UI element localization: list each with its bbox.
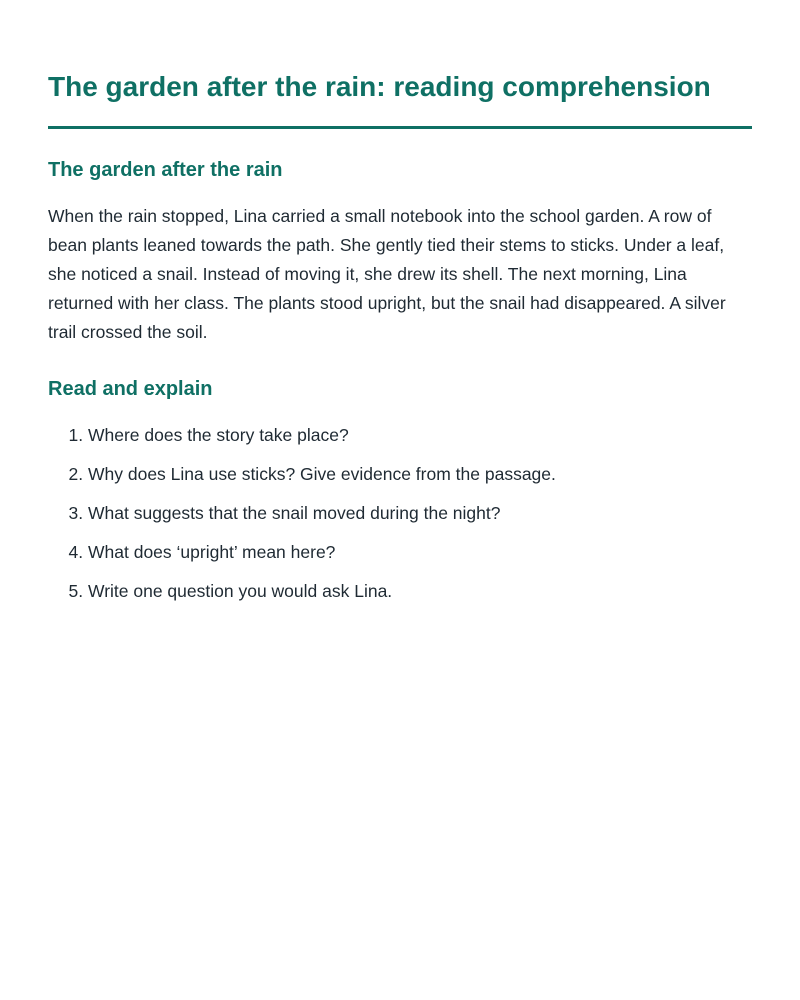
question-item: 1. Where does the story take place? [88, 423, 752, 447]
question-list [48, 423, 752, 603]
question-item: 3. What suggests that the snail moved during the night? [88, 501, 752, 525]
question-item: 5. Write one question you would ask Lina. [88, 579, 752, 603]
question-item: 2. Why does Lina use sticks? Give evidence from the passage. [88, 462, 752, 486]
passage-heading: The garden after the rain [48, 159, 283, 181]
passage-text: When the rain stopped, Lina carried a small notebook into the school garden. A row of bean plants leaned towards the path. She gently tied their stems to sticks. Under a leaf, she noticed a snail. Instead of moving it, she drew its shell. The next morning, Lina returned with her class. The plants stood upright, but the snail had disappeared. A silver trail crossed the soil. [48, 206, 726, 342]
questions-heading: Read and explain [48, 378, 213, 400]
passage-section [48, 158, 752, 347]
page-title: The garden after the rain: reading comprehension [48, 71, 711, 102]
title-divider [48, 126, 752, 129]
question-item: 4. What does ‘upright’ mean here? [88, 540, 752, 564]
questions-section [48, 377, 752, 603]
